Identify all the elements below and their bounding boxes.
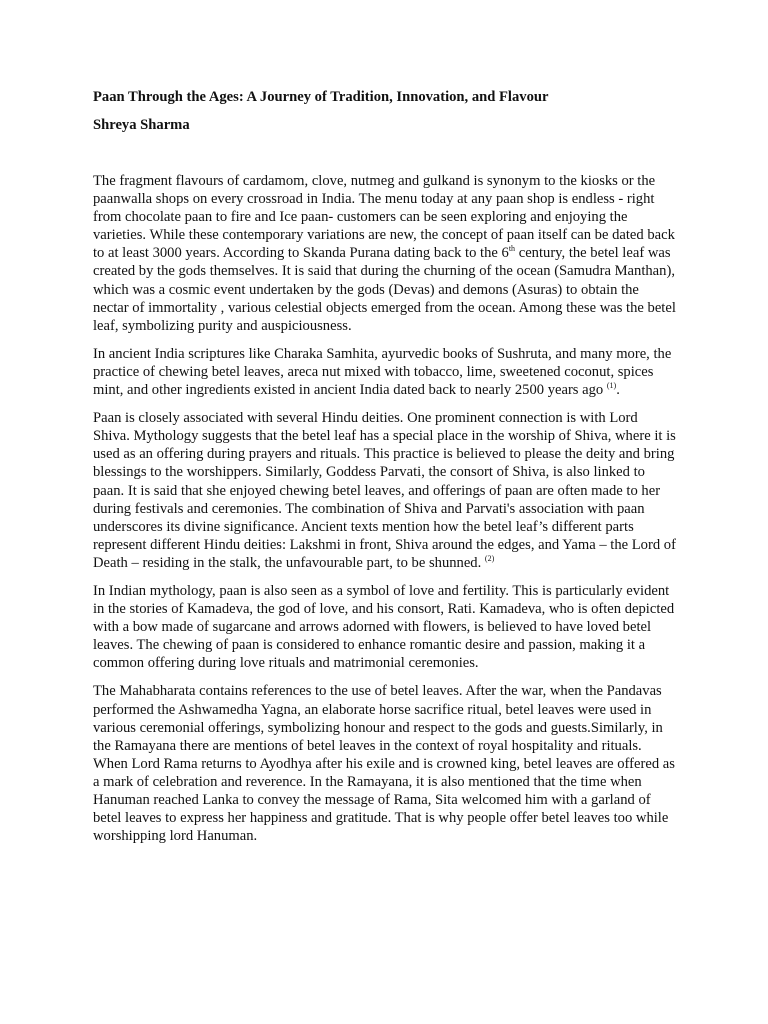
paragraph-epics (93, 682, 678, 845)
paragraph-ancient-scriptures (93, 345, 678, 399)
document-body (93, 172, 678, 845)
document-author: Shreya Sharma (93, 117, 190, 133)
paragraph-text: The fragment flavours of cardamom, clove, nutmeg and gulkand is synonym to the kiosks or the paanwalla shops on every crossroad in India. The menu today at any paan shop is endless - right from chocolate paan to fire and Ice paan- customers can be seen exploring and enjoying the varieties. While these contemporary variations are new, the concept of paan itself can be dated back to at least 3000 years. According to Skanda Purana dating back to the 6 (93, 173, 675, 262)
paragraph-hindu-deities (93, 409, 678, 572)
document-page (93, 88, 678, 855)
paragraph-text: In Indian mythology, paan is also seen as a symbol of love and fertility. This is particularly evident in the stories of Kamadeva, the god of love, and his consort, Rati. Kamadeva, who is often depicted with a bow made of sugarcane and arrows adorned with flowers, is believed to have loved betel leaves. The chewing of paan is considered to enhance romantic desire and passion, making it a common offering during love rituals and matrimonial ceremonies. (93, 582, 675, 672)
paragraph-text: The Mahabharata contains references to the use of betel leaves. After the war, when the Pandavas performed the Ashwamedha Yagna, an elaborate horse sacrifice ritual, betel leaves were used in various ceremonial offerings, symbolizing honour and respect to the gods and guests.Similarly, in the Ramayana there are mentions of betel leaves in the context of royal hospitality and rituals. When Lord Rama returns to Ayodhya after his exile and is crowned king, betel leaves are offered as a mark of celebration and reverence. In the Ramayana, it is also mentioned that the time when Hanuman reached Lanka to convey the message of Rama, Sita welcomed him with a garland of betel leaves to express her happiness and gratitude. That is why people offer betel leaves too while worshipping lord Hanuman. (93, 683, 675, 845)
document-title: Paan Through the Ages: A Journey of Tradition, Innovation, and Flavour (93, 89, 549, 105)
superscript-ordinal: th (508, 244, 516, 254)
footnote-ref-2: (2) (484, 553, 495, 563)
paragraph-love-fertility (93, 582, 678, 672)
paragraph-text: . (616, 382, 620, 399)
footnote-ref-1: (1) (606, 381, 617, 391)
paragraph-skanda-purana (93, 172, 678, 335)
paragraph-text: century, the betel leaf was created by the gods themselves. It is said that during the churning of the ocean (Samudra Manthan), which was a cosmic event undertaken by the gods (Devas) and demons (Asuras) to obtain the nectar of immortality , various celestial objects emerged from the ocean. Among these was the betel leaf, symbolizing purity and auspiciousness. (93, 245, 676, 334)
paragraph-text: In ancient India scriptures like Charaka Samhita, ayurvedic books of Sushruta, and many more, the practice of chewing betel leaves, areca nut mixed with tobacco, lime, sweetened coconut, spices mint, and other ingredients existed in ancient India dated back to nearly 2500 years ago (93, 345, 672, 399)
paragraph-text: Paan is closely associated with several Hindu deities. One prominent connection is with Lord Shiva. Mythology suggests that the betel leaf has a special place in the worship of Shiva, where it is used as an offering during prayers and rituals. This practice is believed to please the deity and bring blessings to the worshippers. Similarly, Goddess Parvati, the consort of Shiva, is also linked to paan. It is said that she enjoyed chewing betel leaves, and offerings of paan are often made to her during festivals and ceremonies. The combination of Shiva and Parvati's association with paan underscores its divine significance. Ancient texts mention how the betel leaf’s different parts represent different Hindu deities: Lakshmi in front, Shiva around the edges, and Yama – the Lord of Death – residing in the stalk, the unfavourable part, to be shunned. (93, 410, 676, 571)
